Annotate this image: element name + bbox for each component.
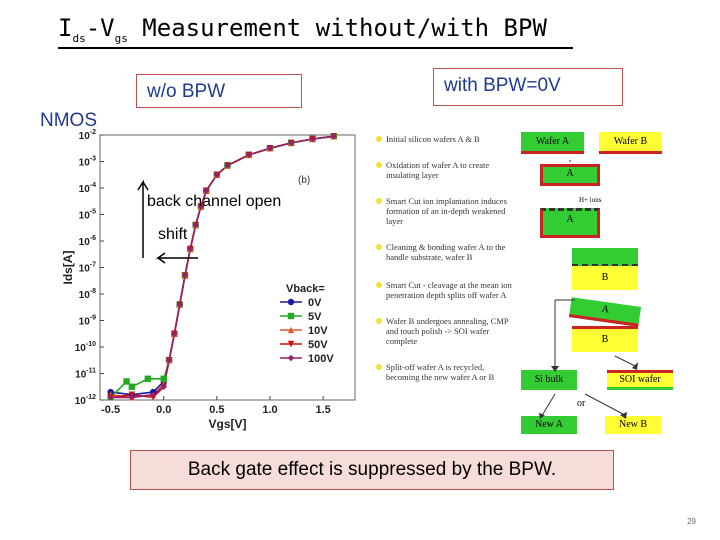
- data-point: [288, 313, 294, 319]
- x-axis-label: Vgs[V]: [208, 417, 247, 431]
- data-point: [288, 299, 294, 305]
- y-tick-label: $10^{-6}$: [78, 235, 96, 248]
- y-tick-label: $10^{-2}$: [78, 129, 96, 142]
- with-bpw-label: with BPW=0V: [433, 68, 623, 106]
- diagram-arrows: [515, 130, 680, 440]
- annealed-wafer-b: B: [572, 326, 638, 352]
- y-tick-label: $10^{-4}$: [78, 182, 96, 195]
- new-b-block: New B: [605, 416, 661, 434]
- data-point: [145, 376, 151, 382]
- x-tick-label: 0.0: [156, 404, 172, 416]
- y-tick-label: $10^{-3}$: [78, 155, 96, 169]
- arrow-down-right: [615, 356, 635, 366]
- process-step: Split-off wafer A is recycled, becoming the new wafer A or B: [376, 362, 516, 382]
- legend-entry: 0V: [308, 297, 322, 309]
- or-label: or: [577, 398, 586, 409]
- arrow-new-b: [585, 394, 623, 414]
- y-tick-label: $10^{-12}$: [74, 394, 96, 407]
- implanted-wafer-a: A: [540, 208, 600, 238]
- data-point: [129, 384, 135, 390]
- x-tick-label: -0.5: [101, 404, 121, 416]
- legend-title: Vback=: [286, 283, 325, 295]
- si-bulk-block: Si bulk: [521, 370, 577, 390]
- legend-entry: 10V: [308, 325, 328, 337]
- legend-entry: 50V: [308, 339, 328, 351]
- legend-entry: 100V: [308, 353, 334, 365]
- nmos-label: NMOS: [40, 110, 97, 131]
- page-number: 29: [687, 517, 696, 526]
- y-tick-label: $10^{-11}$: [75, 367, 96, 381]
- wafer-b-block: Wafer B: [599, 132, 662, 154]
- panel-label: (b): [298, 175, 311, 186]
- new-a-block: New A: [521, 416, 577, 434]
- y-tick-label: $10^{-8}$: [78, 288, 96, 301]
- shift-annotation: shift: [158, 226, 188, 243]
- bonded-wafer-b: B: [572, 250, 638, 290]
- y-tick-label: $10^{-10}$: [74, 341, 96, 354]
- y-tick-label: $10^{-7}$: [78, 261, 96, 275]
- soi-wafer-block: SOI wafer: [607, 370, 673, 390]
- process-step: Initial silicon wafers A & B: [376, 134, 516, 144]
- y-tick-label: $10^{-5}$: [78, 208, 96, 222]
- x-tick-label: 1.0: [262, 404, 278, 416]
- wafer-a-block: Wafer A: [521, 132, 584, 154]
- split-wafer-a: A: [569, 297, 641, 327]
- x-tick-label: 1.5: [315, 404, 331, 416]
- smart-cut-process-steps: [376, 134, 516, 398]
- y-tick-label: $10^{-9}$: [78, 314, 96, 328]
- process-step: Oxidation of wafer A to create insulating layer: [376, 160, 516, 180]
- process-step: Wafer B undergoes annealing, CMP and touch polish -> SOI wafer complete: [376, 316, 516, 346]
- arrow-new-a: [543, 394, 555, 414]
- back-channel-annotation: back channel open: [147, 193, 282, 210]
- process-step: Smart Cut - cleavage at the mean ion penetration depth splits off wafer A: [376, 280, 516, 300]
- oxidized-wafer-a: A: [540, 164, 600, 186]
- page-title: $I_{ds}-V_{gs}$ Measurement without/with BPW: [58, 14, 547, 45]
- conclusion-banner: Back gate effect is suppressed by the BPW.: [130, 450, 614, 490]
- process-step: Cleaning & bonding wafer A to the handle substrate, wafer B: [376, 242, 516, 262]
- process-step: Smart Cut ion implantation induces formation of an in-depth weakened layer: [376, 196, 516, 226]
- x-tick-label: 0.5: [209, 404, 225, 416]
- smart-cut-diagram: [515, 130, 680, 440]
- legend-entry: 5V: [308, 311, 322, 323]
- wo-bpw-label: w/o BPW: [136, 74, 302, 108]
- h-ions-label: H+ ions: [579, 196, 602, 204]
- y-axis-label: Ids[A]: [61, 250, 75, 285]
